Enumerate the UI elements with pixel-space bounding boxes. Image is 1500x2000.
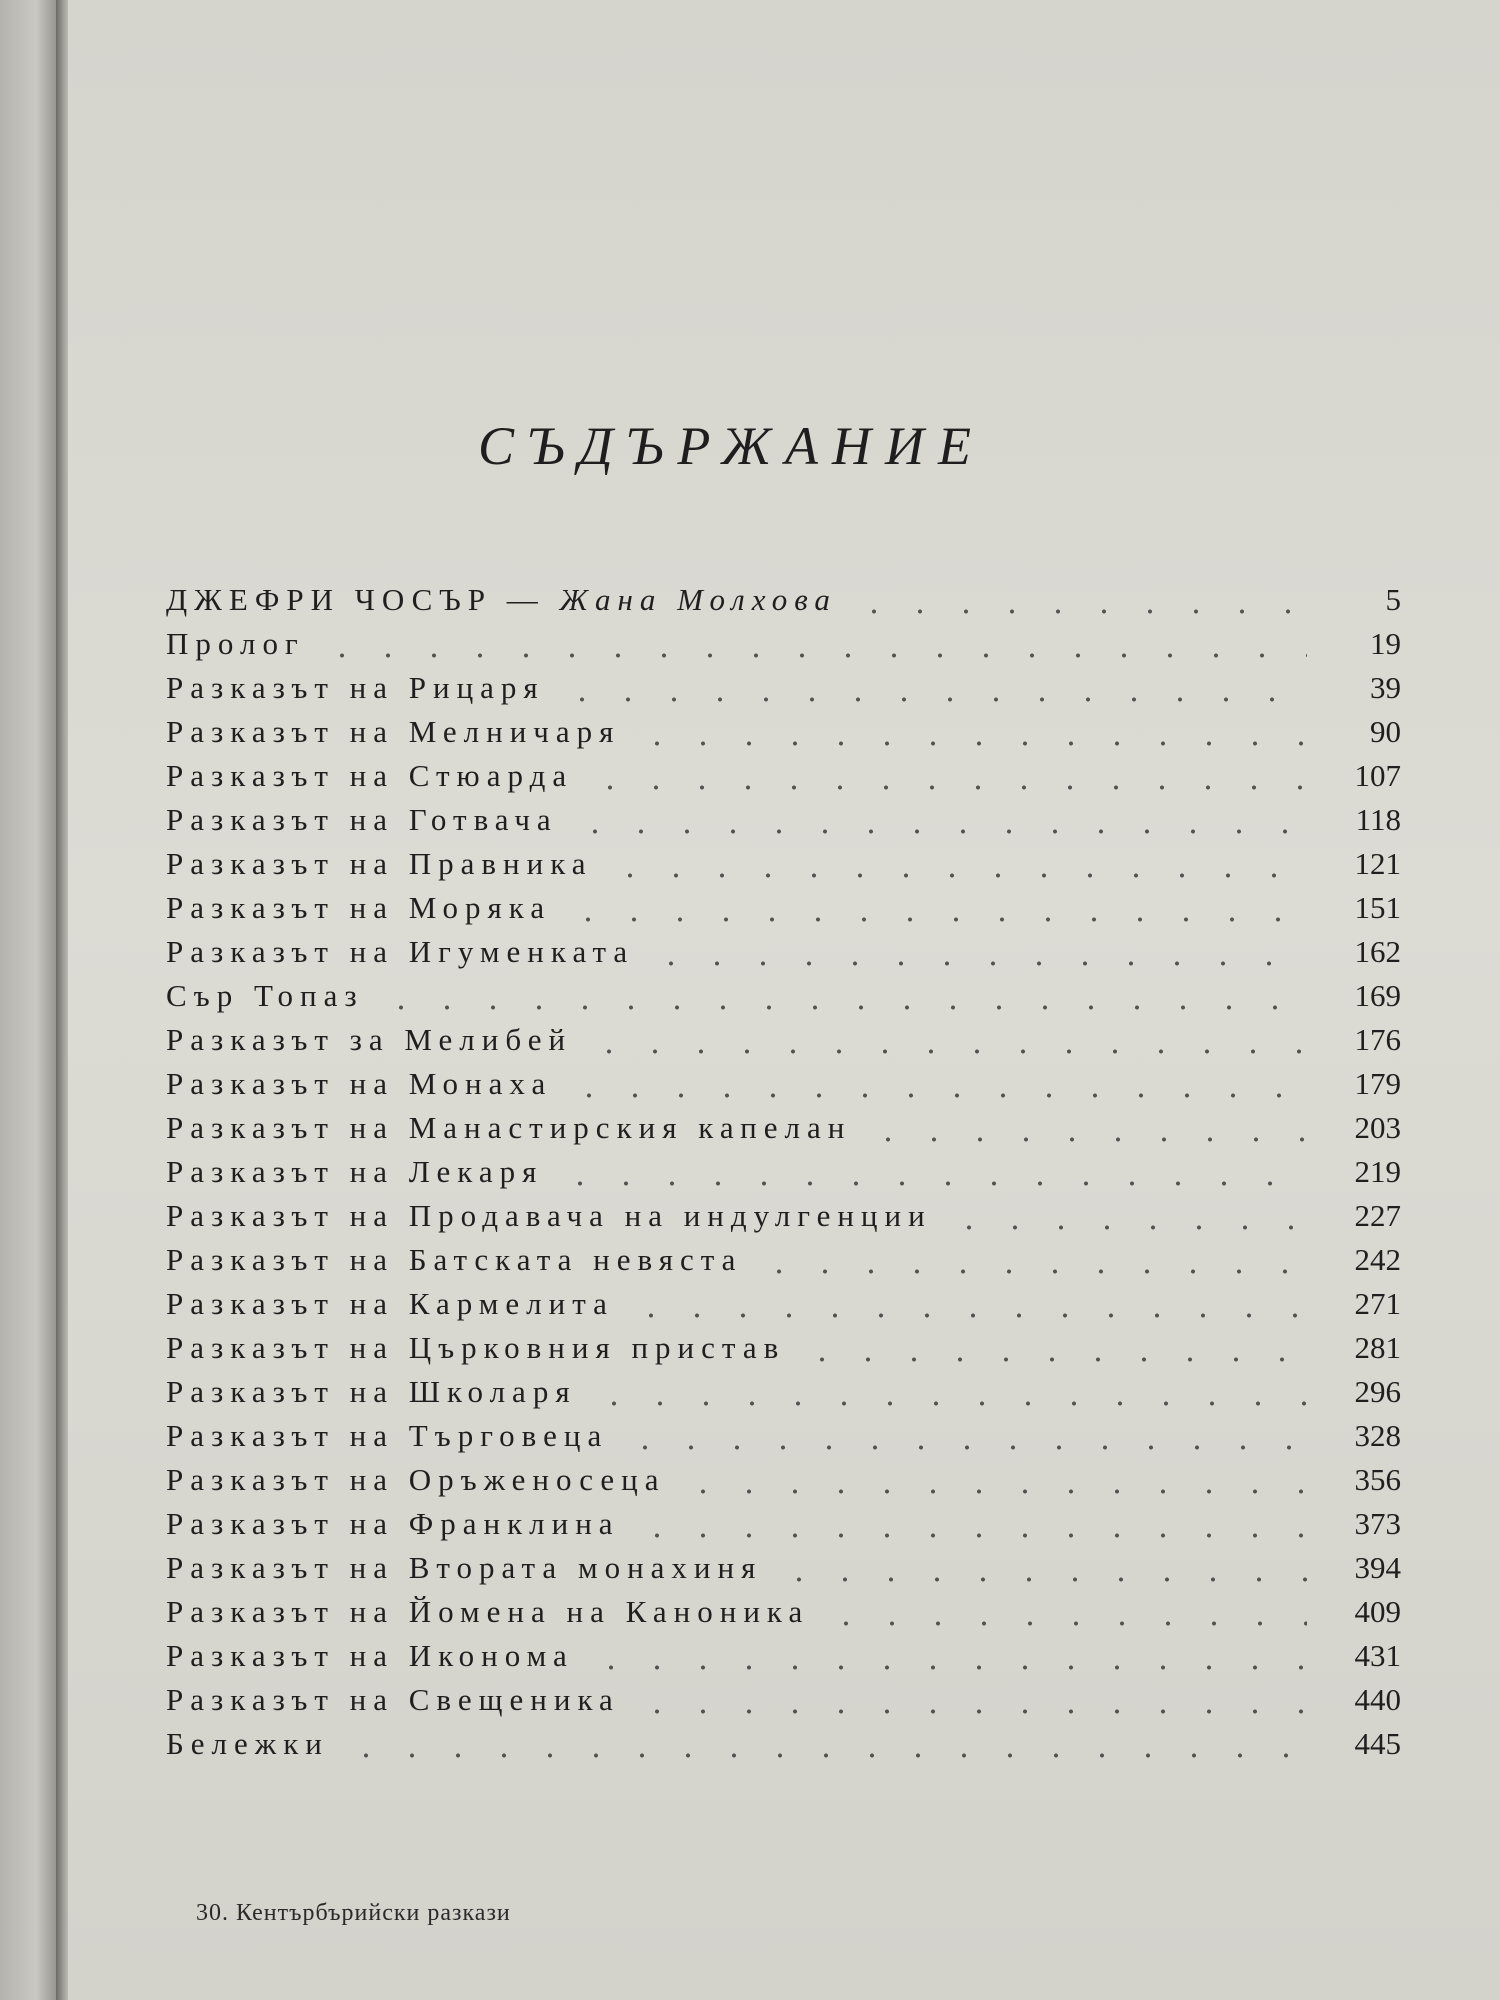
toc-entry-title (166, 1638, 574, 1674)
toc-leader-dots (565, 917, 1307, 922)
toc-entry-page-number: 169 (1354, 978, 1401, 1013)
toc-entry-title (166, 802, 558, 838)
toc-entry (166, 1418, 1401, 1462)
toc-entry-page-number: 179 (1354, 1066, 1401, 1101)
toc-entry-title (166, 1418, 608, 1454)
toc-entry-title-text: Разказът на Търговеца (166, 1418, 609, 1453)
toc-entry-title-text: Разказът на Оръженосеца (166, 1462, 666, 1497)
toc-entry-page-number: 409 (1354, 1594, 1401, 1629)
toc-entry-title (166, 978, 364, 1014)
toc-leader-dots (572, 829, 1307, 834)
toc-leader-dots (946, 1225, 1307, 1230)
toc-leader-dots (851, 609, 1307, 614)
toc-entry-title (166, 670, 545, 706)
toc-entry (166, 1154, 1401, 1198)
toc-entry-title (166, 1374, 577, 1410)
toc-entry-page-number: 162 (1354, 934, 1401, 969)
toc-leader-dots (607, 873, 1307, 878)
toc-entry (166, 934, 1401, 978)
toc-leader-dots (799, 1357, 1307, 1362)
toc-entry-title (166, 1682, 620, 1718)
toc-entry (166, 978, 1401, 1022)
toc-entry-page-number: 281 (1354, 1330, 1401, 1365)
toc-entry-title-text: Разказът на Свещеника (166, 1682, 620, 1717)
toc-leader-dots (559, 697, 1307, 702)
toc-entry-page-number: 227 (1354, 1198, 1401, 1233)
toc-entry-title (166, 582, 837, 618)
toc-entry (166, 670, 1401, 714)
toc-entry (166, 1198, 1401, 1242)
toc-entry (166, 626, 1401, 670)
toc-entry-page-number: 296 (1354, 1374, 1401, 1409)
toc-entry-title (166, 1242, 742, 1278)
toc-leader-dots (557, 1181, 1307, 1186)
toc-entry-title-text: Разказът на Лекаря (166, 1154, 544, 1189)
toc-entry (166, 714, 1401, 758)
toc-entry-title (166, 758, 573, 794)
toc-leader-dots (634, 741, 1307, 746)
toc-entry-title (166, 1330, 785, 1366)
toc-entry (166, 1286, 1401, 1330)
toc-entry-title-text: Разказът на Йомена на Каноника (166, 1594, 810, 1629)
toc-entry-title-text: Разказът на Кармелита (166, 1286, 614, 1321)
toc-entry-page-number: 90 (1370, 714, 1401, 749)
toc-entry-title (166, 890, 551, 926)
toc-entry-page-number: 440 (1354, 1682, 1401, 1717)
toc-entry-page-number: 431 (1354, 1638, 1401, 1673)
toc-entry-page-number: 176 (1354, 1022, 1401, 1057)
toc-leader-dots (588, 1665, 1307, 1670)
toc-leader-dots (648, 961, 1307, 966)
toc-entry-title-text: Разказът на Школаря (166, 1374, 577, 1409)
toc-entry-title (166, 1550, 762, 1586)
toc-entry-page-number: 356 (1354, 1462, 1401, 1497)
toc-leader-dots (343, 1753, 1307, 1758)
toc-entry (166, 1110, 1401, 1154)
toc-entry-title (166, 714, 620, 750)
toc-leader-dots (566, 1093, 1307, 1098)
toc-entry-title (166, 1066, 552, 1102)
page-footer: 30. Кентърбърийски разкази (196, 1900, 511, 1926)
toc-entry-title (166, 626, 305, 662)
toc-leader-dots (591, 1401, 1307, 1406)
toc-entry-page-number: 394 (1354, 1550, 1401, 1585)
toc-entry-title-text: Разказът на Църковния пристав (166, 1330, 786, 1365)
toc-entry (166, 1242, 1401, 1286)
toc-leader-dots (865, 1137, 1307, 1142)
toc-entry-title (166, 846, 593, 882)
toc-entry (166, 1374, 1401, 1418)
toc-leader-dots (319, 653, 1307, 658)
toc-entry-page-number: 107 (1354, 758, 1401, 793)
toc-entry-title-text: Разказът на Втората монахиня (166, 1550, 763, 1585)
toc-entry-title-text: Разказът на Моряка (166, 890, 552, 925)
toc-entry-page-number: 121 (1354, 846, 1401, 881)
toc-entry-title-text: Разказът на Продавача на индулгенции (166, 1198, 932, 1233)
toc-entry-title-text: Разказът на Правника (166, 846, 593, 881)
toc-entry-title-text: Разказът на Манастирския капелан (166, 1110, 852, 1145)
toc-entry-title-text: Разказът на Франклина (166, 1506, 620, 1541)
toc-entry-page-number: 242 (1354, 1242, 1401, 1277)
toc-entry-page-number: 203 (1354, 1110, 1401, 1145)
toc-entry-title-text: Разказът на Стюарда (166, 758, 574, 793)
toc-entry (166, 1682, 1401, 1726)
toc-entry-title (166, 1198, 932, 1234)
toc-entry-page-number: 5 (1385, 582, 1401, 617)
toc-entry-page-number: 19 (1370, 626, 1401, 661)
toc-entry (166, 758, 1401, 802)
toc-entry-title-text: Разказът на Батската невяста (166, 1242, 743, 1277)
toc-entry-title (166, 1022, 572, 1058)
toc-leader-dots (680, 1489, 1307, 1494)
toc-entry-page-number: 219 (1354, 1154, 1401, 1189)
toc-entry (166, 1638, 1401, 1682)
toc-entry-title-text: Пролог (166, 626, 305, 661)
toc-entry-page-number: 39 (1370, 670, 1401, 705)
toc-leader-dots (823, 1621, 1307, 1626)
toc-leader-dots (586, 1049, 1307, 1054)
toc-entry-page-number: 118 (1355, 802, 1401, 837)
toc-leader-dots (634, 1533, 1307, 1538)
toc-leader-dots (634, 1709, 1307, 1714)
toc-entry (166, 846, 1401, 890)
page-title: СЪДЪРЖАНИЕ (478, 416, 985, 476)
table-of-contents (166, 582, 1401, 1770)
toc-entry-title-text: Разказът на Иконома (166, 1638, 574, 1673)
toc-leader-dots (756, 1269, 1307, 1274)
toc-entry (166, 802, 1401, 846)
toc-entry (166, 1550, 1401, 1594)
toc-entry-title (166, 1110, 851, 1146)
toc-entry (166, 1066, 1401, 1110)
facing-page-edge (0, 0, 60, 2000)
toc-entry-title-text: Разказът на Мелничаря (166, 714, 621, 749)
toc-entry (166, 582, 1401, 626)
toc-leader-dots (622, 1445, 1307, 1450)
book-page (68, 0, 1500, 2000)
toc-entry (166, 1726, 1401, 1770)
toc-entry-title-text: Разказът на Игуменката (166, 934, 635, 969)
toc-entry (166, 1506, 1401, 1550)
toc-entry-title-text: Сър Топаз (166, 978, 364, 1013)
toc-leader-dots (628, 1313, 1307, 1318)
toc-entry (166, 1330, 1401, 1374)
toc-entry (166, 1462, 1401, 1506)
toc-entry-page-number: 328 (1354, 1418, 1401, 1453)
toc-leader-dots (587, 785, 1307, 790)
toc-leader-dots (776, 1577, 1307, 1582)
toc-entry-title (166, 934, 634, 970)
toc-entry-title (166, 1594, 809, 1630)
toc-entry-title-text: Бележки (166, 1726, 329, 1761)
toc-entry-title (166, 1726, 329, 1762)
toc-entry-page-number: 373 (1354, 1506, 1401, 1541)
toc-entry-title (166, 1154, 543, 1190)
toc-entry-page-number: 151 (1354, 890, 1401, 925)
toc-entry (166, 890, 1401, 934)
toc-entry-title (166, 1462, 666, 1498)
toc-entry-page-number: 271 (1354, 1286, 1401, 1321)
toc-entry (166, 1594, 1401, 1638)
toc-entry-page-number: 445 (1354, 1726, 1401, 1761)
toc-entry-title-text: ДЖЕФРИ ЧОСЪР — (166, 582, 560, 617)
toc-entry-title-text: Разказът на Монаха (166, 1066, 553, 1101)
toc-entry-title-text: Разказът на Готвача (166, 802, 558, 837)
toc-entry-author: Жана Молхова (559, 582, 837, 617)
toc-entry-title (166, 1506, 620, 1542)
toc-entry-title-text: Разказът на Рицаря (166, 670, 545, 705)
toc-entry (166, 1022, 1401, 1066)
toc-leader-dots (378, 1005, 1307, 1010)
toc-entry-title (166, 1286, 614, 1322)
toc-entry-title-text: Разказът за Мелибей (166, 1022, 573, 1057)
